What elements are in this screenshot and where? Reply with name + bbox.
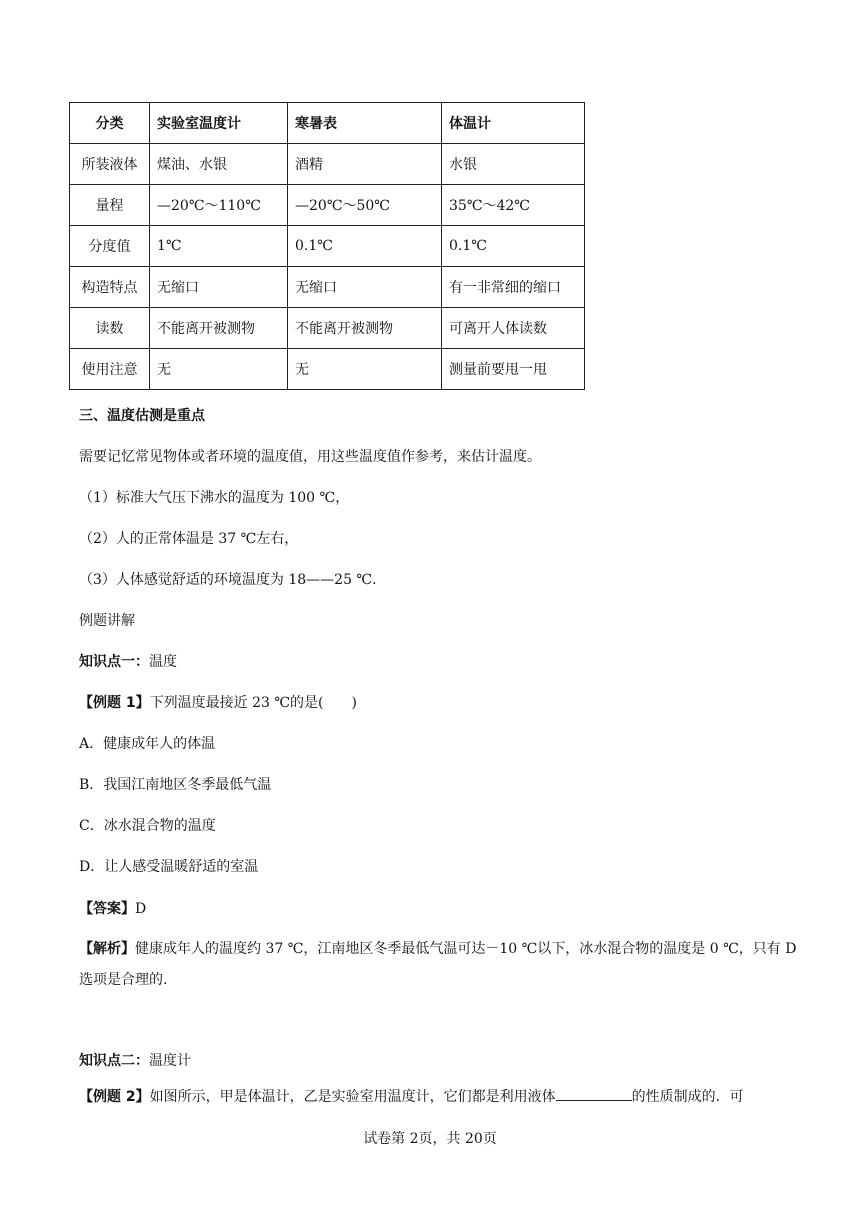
- table-row: [70, 185, 585, 226]
- question-tag: 【例题 2】: [79, 1089, 150, 1105]
- table-header-cell: 体温计: [442, 103, 585, 144]
- table-cell: 煤油、水银: [150, 144, 288, 185]
- table-row: [70, 349, 585, 390]
- answer-tag: 【答案】: [79, 901, 135, 917]
- table-row: [70, 226, 585, 267]
- estimate-item: （1）标准大气压下沸水的温度为 100 ℃，: [79, 490, 350, 506]
- section-intro: 需要记忆常见物体或者环境的温度值，用这些温度值作参考，来估计温度。: [79, 449, 541, 465]
- question-text-continued: 的性质制成的．可: [631, 1089, 744, 1105]
- answer-line: [79, 899, 800, 919]
- question-tag: 【例题 1】: [79, 695, 150, 711]
- option-c: C．冰水混合物的温度: [79, 818, 216, 834]
- table-cell: 水银: [442, 144, 585, 185]
- table-header-cell: 寒暑表: [288, 103, 442, 144]
- table-cell: 测量前要甩一甩: [442, 349, 585, 390]
- table-header-row: [70, 103, 585, 144]
- table-cell: 有一非常细的缩口: [442, 267, 585, 308]
- thermometer-comparison-table: [69, 102, 585, 390]
- knowledge-point-label: 知识点二：: [79, 1053, 149, 1069]
- question-1-stem: [79, 693, 800, 713]
- table-header-cell: 实验室温度计: [150, 103, 288, 144]
- knowledge-point-label: 知识点一：: [79, 654, 149, 670]
- knowledge-point-1: [79, 652, 800, 672]
- knowledge-point-text: 温度: [149, 654, 177, 670]
- table-cell: 无缩口: [150, 267, 288, 308]
- table-cell: 0.1℃: [288, 226, 442, 267]
- estimate-item: （3）人体感觉舒适的环境温度为 18——25 ℃.: [79, 572, 377, 588]
- knowledge-point-2: [79, 1051, 800, 1071]
- table-cell: 酒精: [288, 144, 442, 185]
- table-row: [70, 308, 585, 349]
- table-cell: 无缩口: [288, 267, 442, 308]
- option-b: B．我国江南地区冬季最低气温: [79, 777, 272, 793]
- table-cell: 1℃: [150, 226, 288, 267]
- analysis-text: 健康成年人的温度约 37 ℃，江南地区冬季最低气温可达－10 ℃以下，冰水混合物的温度是 0 ℃，只有 D 选项是合理的.: [79, 941, 797, 988]
- examples-heading: 例题讲解: [79, 613, 135, 629]
- table-cell: 无: [150, 349, 288, 390]
- table-cell: 不能离开被测物: [150, 308, 288, 349]
- table-row: [70, 144, 585, 185]
- section-heading: 三、温度估测是重点: [79, 408, 205, 424]
- table-cell: 不能离开被测物: [288, 308, 442, 349]
- table-cell: 量程: [70, 185, 150, 226]
- question-text: 下列温度最接近 23 ℃的是( ): [149, 695, 357, 711]
- table-cell: 构造特点: [70, 267, 150, 308]
- option-a: A．健康成年人的体温: [79, 736, 216, 752]
- table-header-cell: 分类: [70, 103, 150, 144]
- table-cell: —20℃～110℃: [150, 185, 288, 226]
- table-cell: 读数: [70, 308, 150, 349]
- knowledge-point-text: 温度计: [149, 1053, 191, 1069]
- table-cell: 分度值: [70, 226, 150, 267]
- answer-text: D: [135, 901, 147, 917]
- question-text: 如图所示，甲是体温计，乙是实验室用温度计，它们都是利用液体: [149, 1089, 556, 1105]
- table-cell: 使用注意: [70, 349, 150, 390]
- question-2-stem: [79, 1086, 800, 1107]
- page-footer: 试卷第 2页，共 20页: [363, 1131, 497, 1147]
- fill-blank: [556, 1086, 632, 1101]
- table-row: [70, 267, 585, 308]
- table-cell: —20℃～50℃: [288, 185, 442, 226]
- table-cell: 所装液体: [70, 144, 150, 185]
- table-cell: 0.1℃: [442, 226, 585, 267]
- option-d: D．让人感受温暖舒适的室温: [79, 859, 259, 875]
- estimate-item: （2）人的正常体温是 37 ℃左右，: [79, 531, 299, 547]
- table-cell: 35℃～42℃: [442, 185, 585, 226]
- table-cell: 无: [288, 349, 442, 390]
- analysis-paragraph: [79, 934, 800, 996]
- table-cell: 可离开人体读数: [442, 308, 585, 349]
- analysis-tag: 【解析】: [79, 941, 135, 957]
